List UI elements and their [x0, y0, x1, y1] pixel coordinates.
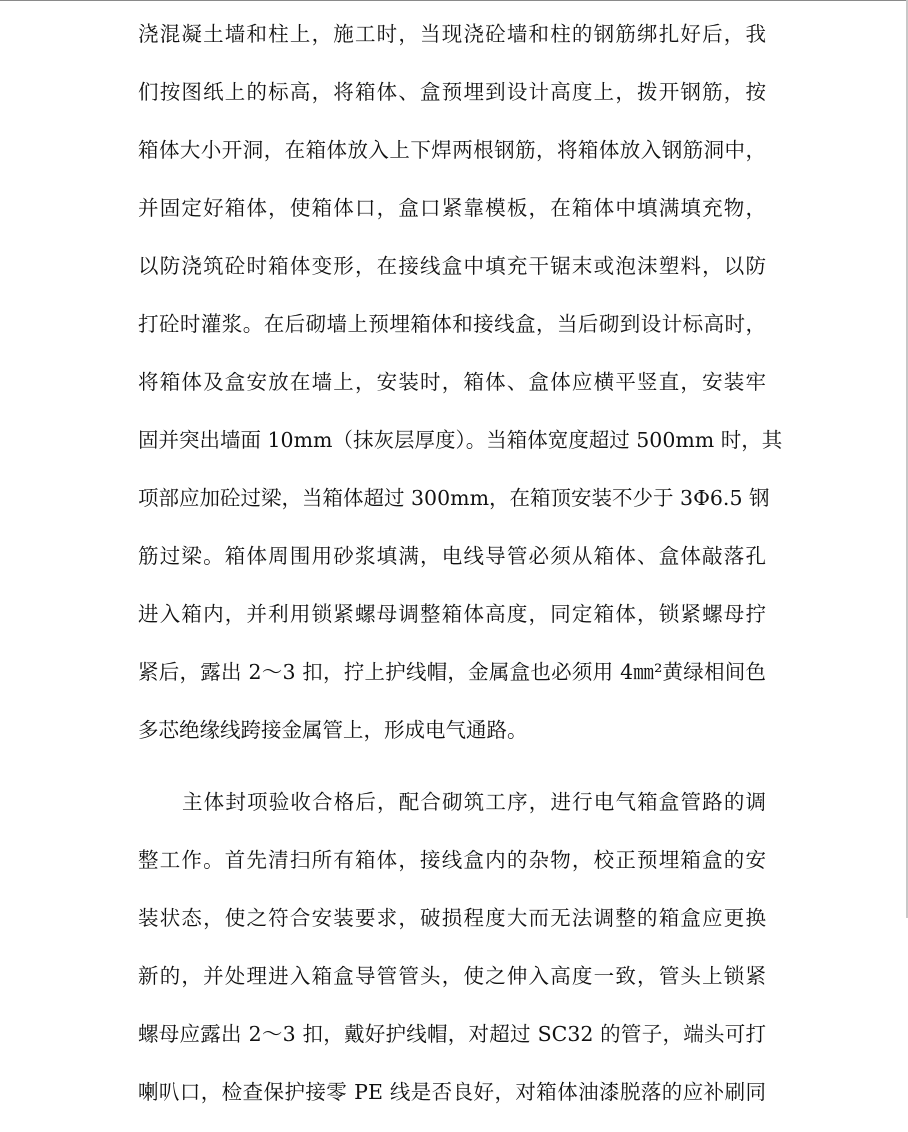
text-line: 整工作。首先清扫所有箱体，接线盒内的杂物，校正预埋箱盒的安 [138, 848, 766, 872]
paragraph-spacer [138, 770, 766, 784]
text-line: 将箱体及盒安放在墙上，安装时，箱体、盒体应横平竖直，安装牢 [138, 370, 766, 394]
text-line-first-indented: 主体封项验收合格后，配合砌筑工序，进行电气箱盒管路的调 [182, 790, 766, 814]
text-line: 箱体大小开洞，在箱体放入上下焊两根钢筋，将箱体放入钢筋洞中， [138, 138, 766, 162]
text-line: 新的，并处理进入箱盒导管管头，使之伸入高度一致，管头上锁紧 [138, 964, 766, 988]
text-line: 浇混凝土墙和柱上，施工时，当现浇砼墙和柱的钢筋绑扎好后，我 [138, 22, 766, 46]
text-line: 喇叭口，检查保护接零 PE 线是否良好，对箱体油漆脱落的应补刷同 [138, 1080, 766, 1104]
text-line: 以防浇筑砼时箱体变形，在接线盒中填充干锯末或泡沫塑料，以防 [138, 254, 766, 278]
text-line: 筋过梁。箱体周围用砂浆填满，电线导管必须从箱体、盒体敲落孔 [138, 544, 766, 568]
text-line: 固并突出墙面 10mm（抹灰层厚度）。当箱体宽度超过 500mm 时，其 [138, 428, 783, 452]
paragraph-1 [138, 16, 783, 748]
document-body [138, 16, 783, 1132]
text-line: 们按图纸上的标高，将箱体、盒预埋到设计高度上，拨开钢筋，按 [138, 80, 766, 104]
text-line: 打砼时灌浆。在后砌墙上预埋箱体和接线盒，当后砌到设计标高时， [138, 312, 766, 336]
text-line: 并固定好箱体，使箱体口，盒口紧靠模板，在箱体中填满填充物， [138, 196, 766, 220]
text-line: 螺母应露出 2～3 扣，戴好护线帽，对超过 SC32 的管子，端头可打 [138, 1022, 766, 1046]
text-line-last: 多芯绝缘线跨接金属管上，形成电气通路。 [138, 718, 528, 742]
paragraph-2 [138, 784, 766, 1110]
text-line: 紧后，露出 2～3 扣，拧上护线帽，金属盒也必须用 4㎜²黄绿相间色 [138, 660, 766, 684]
page-top-border [0, 0, 908, 1]
text-line: 项部应加砼过梁，当箱体超过 300mm，在箱顶安装不少于 3Φ6.5 钢 [138, 486, 770, 510]
text-line: 进入箱内，并利用锁紧螺母调整箱体高度，同定箱体，锁紧螺母拧 [138, 602, 766, 626]
text-line: 装状态，使之符合安装要求，破损程度大而无法调整的箱盒应更换 [138, 906, 766, 930]
